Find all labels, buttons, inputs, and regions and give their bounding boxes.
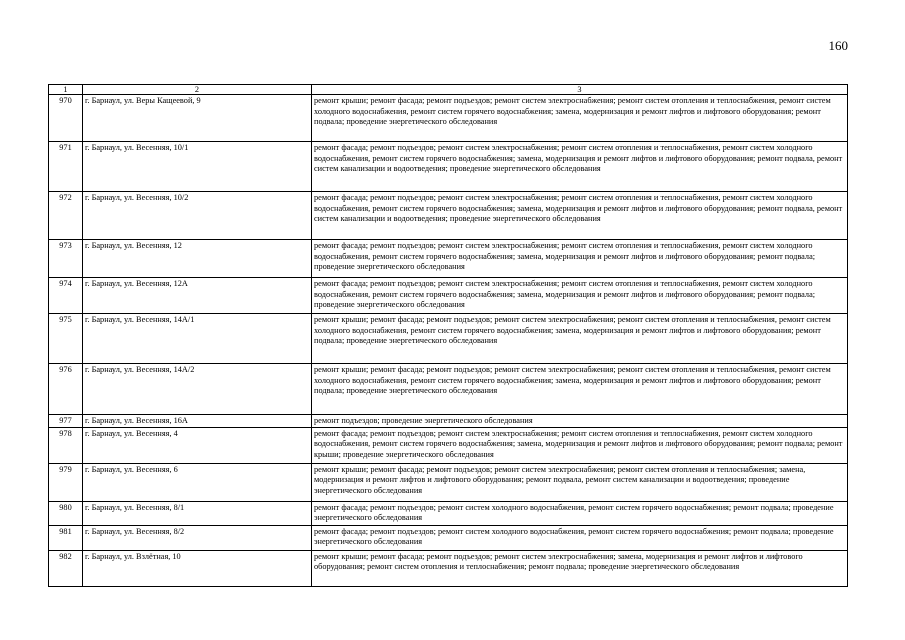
works-table	[48, 84, 848, 587]
page-number: 160	[828, 38, 848, 53]
row-works: ремонт крыши; ремонт фасада; ремонт подъездов; ремонт систем электроснабжения; ремонт систем отопления и теплоснабжения, ремонт систем холодного водоснабжения, ремонт систем горячего водоснабжения; замена, модернизация и ремонт лифтов и лифтового оборудования; ремонт подвала; проведение энергетического обследования	[312, 364, 848, 415]
row-number: 981	[49, 525, 83, 550]
row-address: г. Барнаул, ул. Весенняя, 14А/2	[83, 364, 312, 415]
row-number: 976	[49, 364, 83, 415]
row-number: 974	[49, 278, 83, 314]
row-works: ремонт крыши; ремонт фасада; ремонт подъездов; ремонт систем электроснабжения; замена, модернизация и ремонт лифтов и лифтового оборудования; ремонт систем отопления и теплоснабжения; ремонт подвала; проведение энергетического обследования	[312, 550, 848, 586]
row-number: 973	[49, 240, 83, 278]
row-address: г. Барнаул, ул. Весенняя, 14А/1	[83, 314, 312, 364]
table-row	[49, 427, 848, 463]
table-row	[49, 525, 848, 550]
row-number: 978	[49, 427, 83, 463]
table-row	[49, 142, 848, 192]
row-address: г. Барнаул, ул. Весенняя, 6	[83, 463, 312, 501]
row-address: г. Барнаул, ул. Весенняя, 8/1	[83, 501, 312, 525]
row-address: г. Барнаул, ул. Весенняя, 12А	[83, 278, 312, 314]
row-address: г. Барнаул, ул. Весенняя, 12	[83, 240, 312, 278]
row-works: ремонт фасада; ремонт подъездов; ремонт систем электроснабжения; ремонт систем отопления и теплоснабжения, ремонт систем холодного водоснабжения, ремонт систем горячего водоснабжения; замена, модернизация и ремонт лифтов и лифтового оборудования; ремонт подвала, ремонт систем канализации и водоотведения; проведение энергетического обследования	[312, 142, 848, 192]
row-works: ремонт фасада; ремонт подъездов; ремонт систем электроснабжения; ремонт систем отопления и теплоснабжения, ремонт систем холодного водоснабжения, ремонт систем горячего водоснабжения; замена, модернизация и ремонт лифтов и лифтового оборудования; ремонт подвала, ремонт систем канализации и водоотведения; проведение энергетического обследования	[312, 192, 848, 240]
table-body	[49, 95, 848, 587]
table-row	[49, 192, 848, 240]
row-works: ремонт крыши; ремонт фасада; ремонт подъездов; ремонт систем электроснабжения; ремонт систем отопления и теплоснабжения, ремонт систем холодного водоснабжения, ремонт систем горячего водоснабжения; замена, модернизация и ремонт лифтов и лифтового оборудования; ремонт подвала; проведение энергетического обследования	[312, 95, 848, 142]
table-row	[49, 501, 848, 525]
row-works: ремонт фасада; ремонт подъездов; ремонт систем холодного водоснабжения, ремонт систем горячего водоснабжения; ремонт подвала; проведение энергетического обследования	[312, 501, 848, 525]
row-number: 979	[49, 463, 83, 501]
table-row	[49, 463, 848, 501]
row-works: ремонт подъездов; проведение энергетического обследования	[312, 415, 848, 428]
row-works: ремонт фасада; ремонт подъездов; ремонт систем электроснабжения; ремонт систем отопления и теплоснабжения, ремонт систем холодного водоснабжения, ремонт систем горячего водоснабжения; замена, модернизация и ремонт лифтов и лифтового оборудования; ремонт подвала; проведение энергетического обследования	[312, 240, 848, 278]
table-row	[49, 314, 848, 364]
table-header	[49, 85, 848, 95]
row-number: 980	[49, 501, 83, 525]
table-row	[49, 364, 848, 415]
table-row	[49, 278, 848, 314]
row-address: г. Барнаул, ул. Веры Кащеевой, 9	[83, 95, 312, 142]
row-number: 972	[49, 192, 83, 240]
row-works: ремонт фасада; ремонт подъездов; ремонт систем электроснабжения; ремонт систем отопления и теплоснабжения, ремонт систем холодного водоснабжения, ремонт систем горячего водоснабжения; замена, модернизация и ремонт лифтов и лифтового оборудования; ремонт подвала; ремонт крыши; проведение энергетического обследования	[312, 427, 848, 463]
row-address: г. Барнаул, ул. Весенняя, 10/2	[83, 192, 312, 240]
table-row	[49, 550, 848, 586]
row-address: г. Барнаул, ул. Весенняя, 10/1	[83, 142, 312, 192]
row-address: г. Барнаул, ул. Весенняя, 4	[83, 427, 312, 463]
row-works: ремонт крыши; ремонт фасада; ремонт подъездов; ремонт систем электроснабжения; ремонт систем отопления и теплоснабжения, ремонт систем холодного водоснабжения, ремонт систем горячего водоснабжения; замена, модернизация и ремонт лифтов и лифтового оборудования; ремонт подвала; проведение энергетического обследования	[312, 314, 848, 364]
table-row	[49, 95, 848, 142]
row-number: 971	[49, 142, 83, 192]
column-header-number: 1	[49, 85, 83, 95]
row-works: ремонт крыши; ремонт фасада; ремонт подъездов; ремонт систем электроснабжения; ремонт систем отопления и теплоснабжения; замена, модернизация и ремонт лифтов и лифтового оборудования; ремонт подвала, ремонт систем канализации и водоотведения; проведение энергетического обследования	[312, 463, 848, 501]
row-address: г. Барнаул, ул. Весенняя, 8/2	[83, 525, 312, 550]
row-number: 975	[49, 314, 83, 364]
row-address: г. Барнаул, ул. Весенняя, 16А	[83, 415, 312, 428]
column-header-address: 2	[83, 85, 312, 95]
column-header-works: 3	[312, 85, 848, 95]
row-number: 982	[49, 550, 83, 586]
table-row	[49, 415, 848, 428]
row-address: г. Барнаул, ул. Взлётная, 10	[83, 550, 312, 586]
table-row	[49, 240, 848, 278]
row-works: ремонт фасада; ремонт подъездов; ремонт систем холодного водоснабжения, ремонт систем горячего водоснабжения; ремонт подвала; проведение энергетического обследования	[312, 525, 848, 550]
row-number: 977	[49, 415, 83, 428]
row-number: 970	[49, 95, 83, 142]
row-works: ремонт фасада; ремонт подъездов; ремонт систем электроснабжения; ремонт систем отопления и теплоснабжения, ремонт систем холодного водоснабжения, ремонт систем горячего водоснабжения; замена, модернизация и ремонт лифтов и лифтового оборудования; ремонт подвала; проведение энергетического обследования	[312, 278, 848, 314]
